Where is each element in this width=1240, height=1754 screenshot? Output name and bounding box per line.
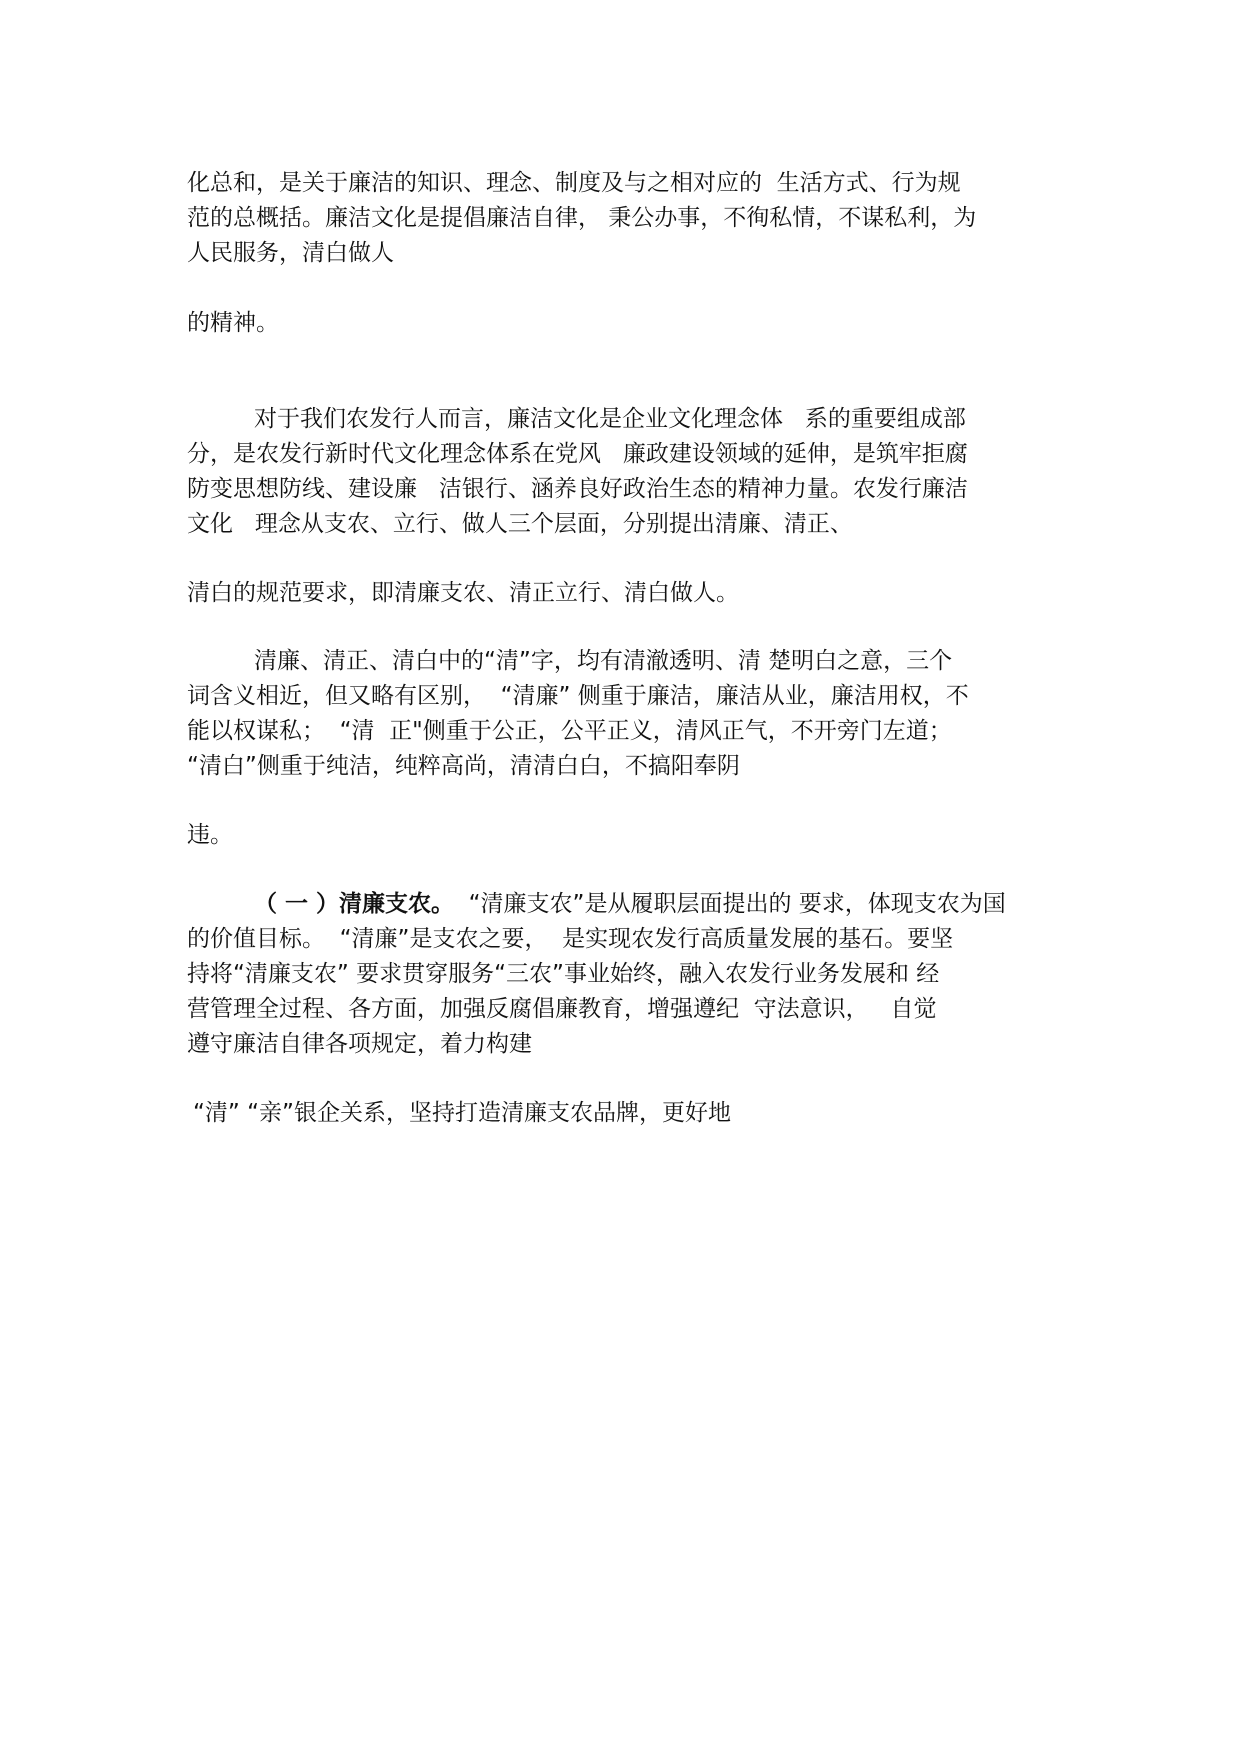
- paragraph-line: 违。: [187, 822, 233, 848]
- paragraph-line: 词含义相近，但又略有区别， “清廉” 侧重于廉洁，廉洁从业，廉洁用权，不: [187, 683, 969, 709]
- paragraph-line: “清白”侧重于纯洁，纯粹高尚，清清白白，不搞阳奉阴: [187, 753, 740, 779]
- paragraph-line: 营管理全过程、各方面，加强反腐倡廉教育，增强遵纪 守法意识， 自觉: [187, 996, 937, 1022]
- paragraph-line: 的价值目标。 “清廉”是支农之要， 是实现农发行高质量发展的基石。要坚: [187, 926, 954, 952]
- paragraph-line: 范的总概括。廉洁文化是提倡廉洁自律， 秉公办事，不徇私情，不谋私利，为: [187, 205, 977, 231]
- paragraph-line: 对于我们农发行人而言，廉洁文化是企业文化理念体 系的重要组成部: [254, 406, 966, 432]
- paragraph-line: 文化 理念从支农、立行、做人三个层面，分别提出清廉、清正、: [187, 511, 853, 537]
- paragraph-line: 持将“清廉支农” 要求贯穿服务“三农”事业始终，融入农发行业务发展和 经: [187, 961, 940, 987]
- paragraph-line: 能以权谋私； “清 正"侧重于公正，公平正义，清风正气，不开旁门左道；: [187, 718, 952, 744]
- paragraph-line: 的精神。: [187, 310, 279, 336]
- paragraph-line: 清廉、清正、清白中的“清”字，均有清澈透明、清 楚明白之意，三个: [254, 648, 953, 674]
- paragraph-line: 防变思想防线、建设廉 洁银行、涵养良好政治生态的精神力量。农发行廉洁: [187, 476, 968, 502]
- paragraph-line: [254, 889, 1006, 919]
- paragraph-line: 分，是农发行新时代文化理念体系在党风 廉政建设领域的延伸，是筑牢拒腐: [187, 441, 968, 467]
- paragraph-line: 人民服务，清白做人: [187, 240, 394, 266]
- paragraph-line: 化总和，是关于廉洁的知识、理念、制度及与之相对应的 生活方式、行为规: [187, 170, 961, 196]
- paragraph-line: “清” “亲”银企关系，坚持打造清廉支农品牌，更好地: [193, 1100, 731, 1126]
- paragraph-line: 遵守廉洁自律各项规定，着力构建: [187, 1031, 532, 1057]
- paragraph-text: “清廉支农”是从履职层面提出的 要求，体现支农为国: [454, 891, 1006, 917]
- paragraph-line: 清白的规范要求，即清廉支农、清正立行、清白做人。: [187, 580, 739, 606]
- section-heading: （ 一 ）清廉支农。: [254, 891, 455, 917]
